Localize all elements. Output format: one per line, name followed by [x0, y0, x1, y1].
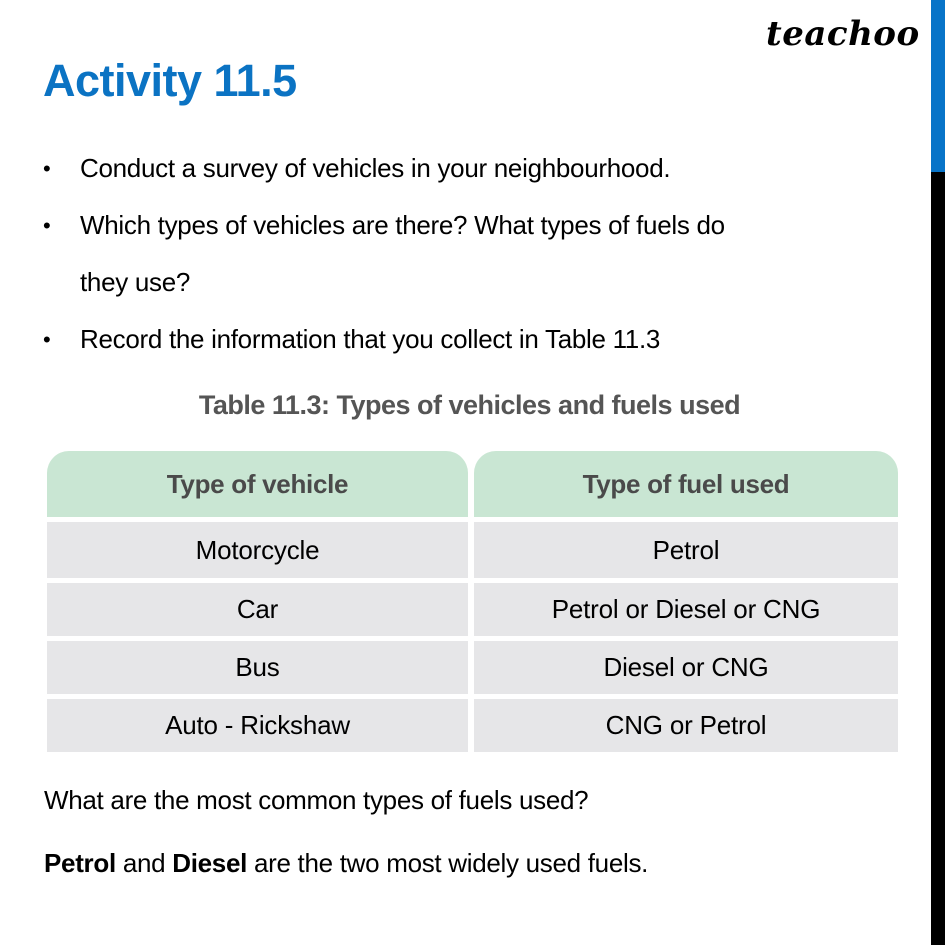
table-row — [47, 699, 898, 752]
cell-fuel: CNG or Petrol — [474, 699, 898, 752]
bullet-item — [40, 140, 900, 197]
cell-fuel: Petrol — [474, 522, 898, 578]
cell-vehicle: Auto - Rickshaw — [47, 699, 468, 752]
answer-rest: are the two most widely used fuels. — [247, 848, 649, 878]
column-header-fuel: Type of fuel used — [474, 451, 898, 517]
table-caption — [0, 390, 945, 421]
table-caption-text: Table 11.3: Types of vehicles and fuels used — [198, 390, 741, 420]
answer-text — [44, 848, 648, 879]
bullet-icon: • — [43, 327, 51, 352]
cell-vehicle: Car — [47, 583, 468, 636]
bullet-icon: • — [43, 213, 51, 238]
table-row — [47, 583, 898, 636]
table-row — [47, 522, 898, 578]
bullet-item — [40, 197, 900, 254]
bullet-text: Which types of vehicles are there? What types of fuels do — [80, 210, 725, 240]
answer-bold-diesel: Diesel — [172, 848, 248, 878]
table-header-row — [47, 451, 898, 517]
answer-bold-petrol: Petrol — [44, 848, 116, 878]
page-title: Activity 11.5 — [43, 55, 297, 106]
teachoo-logo: teachoo — [766, 14, 920, 54]
bullet-text: they use? — [80, 267, 191, 297]
answer-connector: and — [115, 848, 173, 878]
bullet-list — [40, 140, 900, 368]
bullet-text: Record the information that you collect in Table 11.3 — [80, 324, 661, 354]
column-header-vehicle: Type of vehicle — [47, 451, 468, 517]
bullet-item-continuation — [40, 254, 900, 311]
cell-vehicle: Motorcycle — [47, 522, 468, 578]
vehicles-fuel-table — [47, 451, 898, 752]
bullet-item — [40, 311, 900, 368]
bullet-icon: • — [43, 156, 51, 181]
bullet-text: Conduct a survey of vehicles in your neighbourhood. — [80, 153, 671, 183]
cell-fuel: Diesel or CNG — [474, 641, 898, 694]
side-accent-bar-dark — [931, 172, 945, 945]
cell-vehicle: Bus — [47, 641, 468, 694]
table-row — [47, 641, 898, 694]
side-accent-bar-blue — [931, 0, 945, 172]
question-text: What are the most common types of fuels used? — [44, 785, 589, 815]
cell-fuel: Petrol or Diesel or CNG — [474, 583, 898, 636]
